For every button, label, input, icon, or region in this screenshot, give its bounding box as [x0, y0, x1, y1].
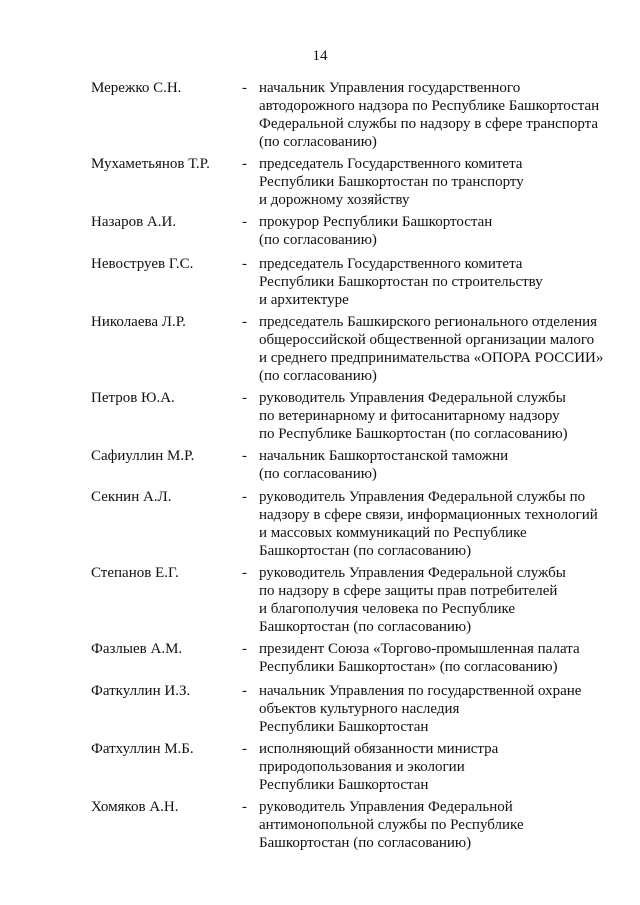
- member-name: Хомяков А.Н.: [91, 799, 179, 815]
- member-name: Мережко С.Н.: [91, 80, 182, 96]
- position-line: надзору в сфере связи, информационных технологий: [259, 507, 598, 523]
- position-line: начальник Башкортостанской таможни: [259, 448, 509, 464]
- member-position: [259, 488, 619, 560]
- entry-dash: -: [242, 741, 247, 757]
- position-line: (по согласованию): [259, 368, 377, 384]
- position-line: Республики Башкортостан по строительству: [259, 274, 543, 290]
- member-position: [259, 313, 619, 385]
- position-line: исполняющий обязанности министра: [259, 741, 499, 757]
- position-line: природопользования и экологии: [259, 759, 465, 775]
- position-line: и благополучия человека по Республике: [259, 601, 516, 617]
- position-line: по надзору в сфере защиты прав потребителей: [259, 583, 558, 599]
- entry-dash: -: [242, 214, 247, 230]
- position-line: антимонопольной службы по Республике: [259, 817, 524, 833]
- position-line: Башкортостан (по согласованию): [259, 619, 472, 635]
- member-position: [259, 213, 619, 249]
- position-line: Башкортостан (по согласованию): [259, 543, 472, 559]
- position-line: руководитель Управления Федеральной: [259, 799, 513, 815]
- entry-dash: -: [242, 799, 247, 815]
- position-line: председатель Государственного комитета: [259, 156, 523, 172]
- position-line: начальник Управления государственного: [259, 80, 521, 96]
- member-position: [259, 798, 619, 852]
- entry-dash: -: [242, 156, 247, 172]
- member-name: Фазлыев А.М.: [91, 641, 183, 657]
- position-line: (по согласованию): [259, 134, 377, 150]
- position-line: президент Союза «Торгово-промышленная палата: [259, 641, 580, 657]
- position-line: Республики Башкортостан по транспорту: [259, 174, 524, 190]
- member-name: Секнин А.Л.: [91, 489, 172, 505]
- position-line: руководитель Управления Федеральной службы: [259, 565, 566, 581]
- member-name: Петров Ю.А.: [91, 390, 175, 406]
- member-position: [259, 564, 619, 636]
- position-line: и архитектуре: [259, 292, 349, 308]
- member-position: [259, 640, 619, 676]
- position-line: председатель Государственного комитета: [259, 256, 523, 272]
- position-line: Башкортостан (по согласованию): [259, 835, 472, 851]
- entry-dash: -: [242, 565, 247, 581]
- position-line: (по согласованию): [259, 466, 377, 482]
- position-line: руководитель Управления Федеральной службы: [259, 390, 566, 406]
- member-name: Степанов Е.Г.: [91, 565, 179, 581]
- position-line: и массовых коммуникаций по Республике: [259, 525, 527, 541]
- position-line: прокурор Республики Башкортостан: [259, 214, 493, 230]
- position-line: Республики Башкортостан: [259, 719, 429, 735]
- position-line: объектов культурного наследия: [259, 701, 460, 717]
- position-line: Республики Башкортостан: [259, 777, 429, 793]
- position-line: Республики Башкортостан» (по согласованию): [259, 659, 558, 675]
- member-name: Фатхуллин М.Б.: [91, 741, 194, 757]
- entry-dash: -: [242, 683, 247, 699]
- position-line: руководитель Управления Федеральной службы по: [259, 489, 586, 505]
- entry-dash: -: [242, 448, 247, 464]
- position-line: (по согласованию): [259, 232, 377, 248]
- entry-dash: -: [242, 256, 247, 272]
- member-name: Назаров А.И.: [91, 214, 177, 230]
- member-position: [259, 79, 619, 151]
- member-name: Николаева Л.Р.: [91, 314, 186, 330]
- position-line: общероссийской общественной организации малого: [259, 332, 595, 348]
- page-number: 14: [312, 48, 328, 64]
- position-line: начальник Управления по государственной охране: [259, 683, 582, 699]
- member-name: Фаткуллин И.З.: [91, 683, 191, 699]
- entry-dash: -: [242, 641, 247, 657]
- position-line: по Республике Башкортостан (по согласованию): [259, 426, 568, 442]
- member-name: Сафиуллин М.Р.: [91, 448, 195, 464]
- entry-dash: -: [242, 489, 247, 505]
- member-position: [259, 255, 619, 309]
- position-line: председатель Башкирского регионального отделения: [259, 314, 598, 330]
- member-position: [259, 155, 619, 209]
- position-line: по ветеринарному и фитосанитарному надзору: [259, 408, 560, 424]
- entry-dash: -: [242, 390, 247, 406]
- position-line: и среднего предпринимательства «ОПОРА РОССИИ»: [259, 350, 604, 366]
- entry-dash: -: [242, 80, 247, 96]
- member-name: Мухаметьянов Т.Р.: [91, 156, 210, 172]
- position-line: и дорожному хозяйству: [259, 192, 410, 208]
- member-position: [259, 682, 619, 736]
- position-line: Федеральной службы по надзору в сфере транспорта: [259, 116, 599, 132]
- member-position: [259, 389, 619, 443]
- entry-dash: -: [242, 314, 247, 330]
- member-name: Невоструев Г.С.: [91, 256, 194, 272]
- member-position: [259, 447, 619, 483]
- position-line: автодорожного надзора по Республике Башкортостан: [259, 98, 600, 114]
- member-position: [259, 740, 619, 794]
